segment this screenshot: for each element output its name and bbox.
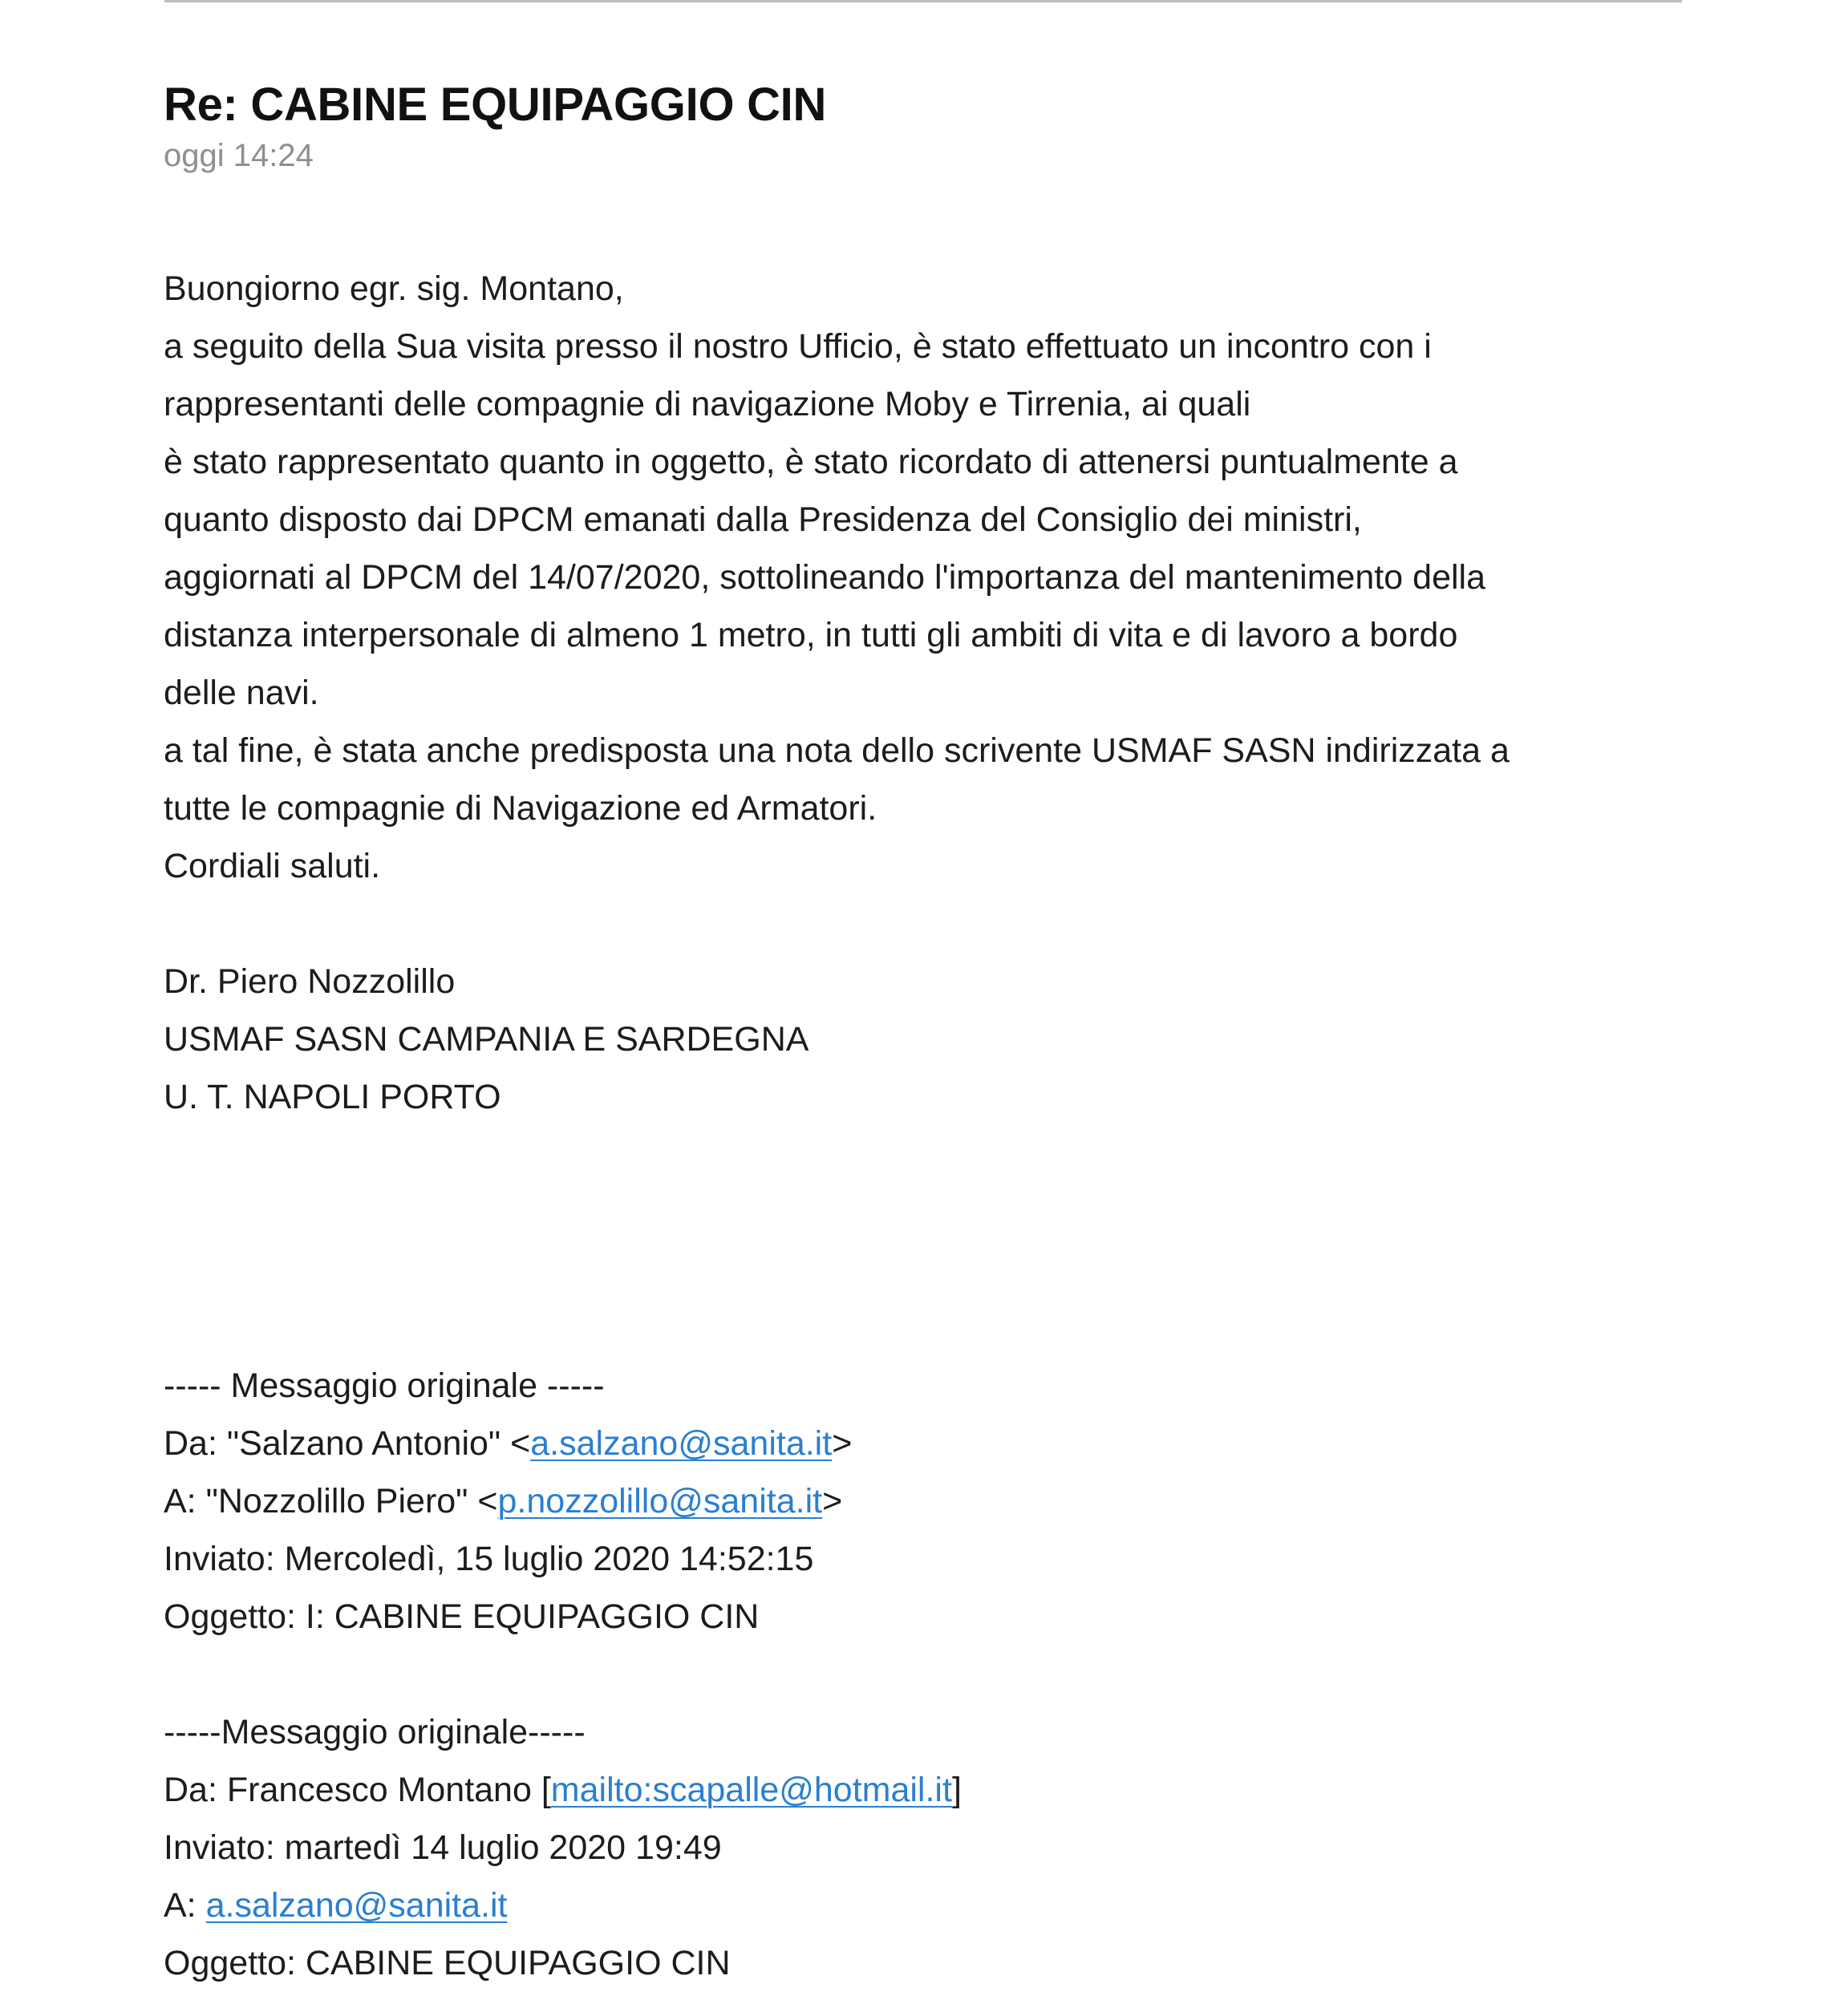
quoted-to — [164, 1472, 1688, 1530]
quoted-sent: Inviato: Mercoledì, 15 luglio 2020 14:52:15 — [164, 1540, 814, 1578]
body-line: aggiornati al DPCM del 14/07/2020, sottolineando l'importanza del mantenimento della — [164, 558, 1486, 597]
message-timestamp: oggi 14:24 — [164, 138, 314, 173]
body-line: Cordiali saluti. — [164, 847, 381, 885]
quoted-from-label: Da: "Salzano Antonio" < — [164, 1424, 531, 1463]
message-header — [164, 77, 1688, 176]
quoted-from-label: Da: Francesco Montano [ — [164, 1771, 551, 1809]
body-line: Buongiorno egr. sig. Montano, — [164, 269, 624, 308]
body-line: delle navi. — [164, 674, 319, 712]
spacer — [164, 1126, 1688, 1357]
quoted-from — [164, 1761, 1688, 1819]
signature-unit: U. T. NAPOLI PORTO — [164, 1078, 501, 1116]
signature-name: Dr. Piero Nozzolillo — [164, 962, 456, 1001]
body-line: a seguito della Sua visita presso il nostro Ufficio, è stato effettuato un incontro con i — [164, 327, 1432, 366]
quoted-from-suffix: ] — [951, 1771, 962, 1809]
recipient-email-link[interactable]: a.salzano@sanita.it — [205, 1886, 508, 1925]
quoted-separator: -----Messaggio originale----- — [164, 1713, 586, 1751]
signature-office: USMAF SASN CAMPANIA E SARDEGNA — [164, 1020, 809, 1059]
quoted-to — [164, 1877, 1688, 1934]
body-line: è stato rappresentato quanto in oggetto, è stato ricordato di attenersi puntualmente a — [164, 443, 1458, 481]
quoted-separator: ----- Messaggio originale ----- — [164, 1366, 605, 1405]
header-divider — [164, 0, 1682, 2]
quoted-subject: Oggetto: I: CABINE EQUIPAGGIO CIN — [164, 1597, 760, 1636]
spacer — [164, 895, 1688, 953]
message-subject: Re: CABINE EQUIPAGGIO CIN — [164, 79, 827, 131]
spacer — [164, 1646, 1688, 1703]
quoted-subject: Oggetto: CABINE EQUIPAGGIO CIN — [164, 1944, 731, 1982]
message-body — [164, 260, 1688, 1992]
body-line: tutte le compagnie di Navigazione ed Armatori. — [164, 789, 877, 828]
body-line: distanza interpersonale di almeno 1 metro, in tutti gli ambiti di vita e di lavoro a bordo — [164, 616, 1458, 654]
quoted-sent: Inviato: martedì 14 luglio 2020 19:49 — [164, 1828, 722, 1867]
body-line: a tal fine, è stata anche predisposta una nota dello scrivente USMAF SASN indirizzata a — [164, 731, 1510, 770]
quoted-to-label: A: — [164, 1886, 206, 1925]
quoted-message-1 — [164, 1357, 1688, 1646]
signature — [164, 953, 1688, 1126]
body-line: rappresentanti delle compagnie di navigazione Moby e Tirrenia, ai quali — [164, 385, 1251, 423]
quoted-from — [164, 1415, 1688, 1472]
body-line: quanto disposto dai DPCM emanati dalla Presidenza del Consiglio dei ministri, — [164, 500, 1362, 539]
quoted-message-2 — [164, 1703, 1688, 1992]
recipient-email-link[interactable]: p.nozzolillo@sanita.it — [497, 1482, 823, 1520]
quoted-from-suffix: > — [832, 1424, 853, 1463]
sender-email-link[interactable]: a.salzano@sanita.it — [530, 1424, 833, 1463]
sender-mailto-link[interactable]: mailto:scapalle@hotmail.it — [550, 1771, 952, 1809]
quoted-to-suffix: > — [822, 1482, 843, 1520]
quoted-to-label: A: "Nozzolillo Piero" < — [164, 1482, 498, 1520]
